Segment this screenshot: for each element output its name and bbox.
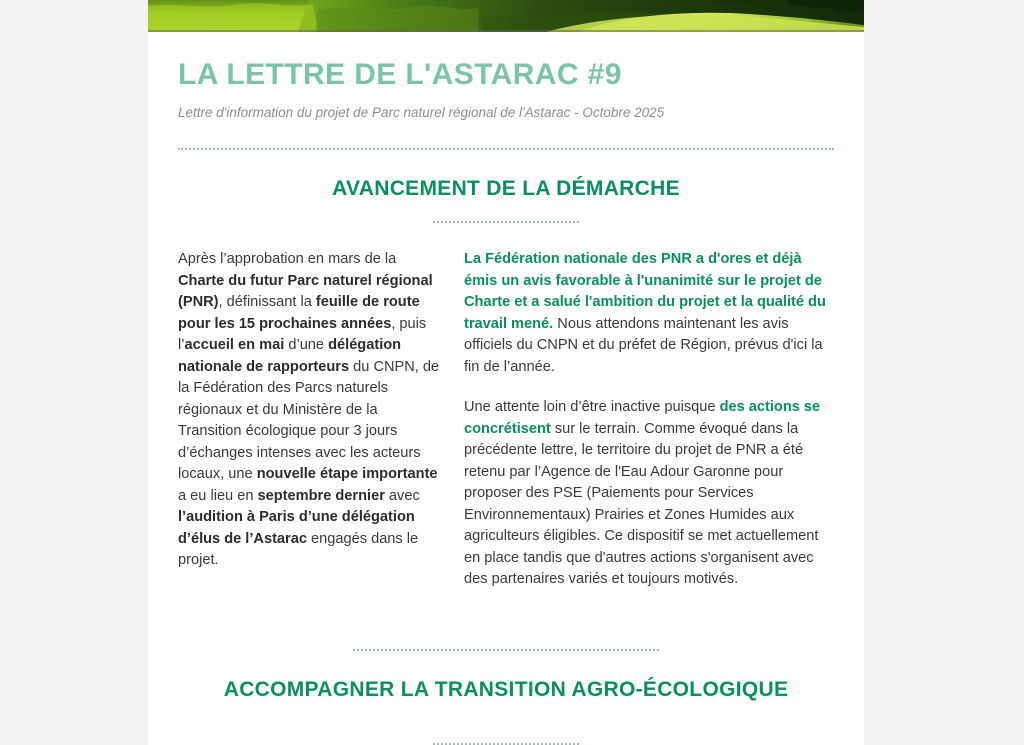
dotted-divider-full <box>178 148 834 150</box>
page-subtitle: Lettre d'information du projet de Parc naturel régional de l'Astarac - Octobre 2025 <box>178 105 665 120</box>
left-column <box>178 249 440 572</box>
section-heading-avancement: AVANCEMENT DE LA DÉMARCHE <box>332 177 680 200</box>
divider-mid-wrap <box>148 649 864 651</box>
dotted-divider-short <box>433 221 579 223</box>
dotted-divider-mid <box>353 649 659 651</box>
section-two <box>148 649 864 745</box>
divider-short-wrap <box>148 202 864 223</box>
landscape-photo-icon <box>148 0 864 32</box>
left-column-paragraph: Après l’approbation en mars de la Charte du futur Parc naturel régional (PNR), définissant la feuille de route pour les 15 prochaines années, puis l’accueil en mai d’une délégation nationale de rapporteurs du CNPN, de la Fédération des Parcs naturels régionaux et du Ministère de la Transition écologique pour 3 jours d’échanges intenses avec les acteurs locaux, une nouvelle étape importante a eu lieu en septembre dernier avec l’audition à Paris d’une délégation d’élus de l’Astarac engagés dans le projet. <box>178 251 440 568</box>
newsletter-card <box>148 0 864 745</box>
page-title: LA LETTRE DE L'ASTARAC #9 <box>178 58 622 91</box>
divider-top-wrap <box>148 122 864 150</box>
section-heading-accompagner: ACCOMPAGNER LA TRANSITION AGRO-ÉCOLOGIQUE <box>223 677 789 701</box>
two-column-body <box>148 249 864 591</box>
banner-image <box>148 0 864 32</box>
header-block <box>148 32 864 122</box>
dotted-divider-short-2 <box>433 743 579 745</box>
right-column-paragraph-2: Une attente loin d’être inactive puisque des actions se concrétisent sur le terrain. Comme évoqué dans la précédente lettre, le territoire du projet de PNR a été retenu par l’Agence de l'Eau Adour Garonne pour proposer des PSE (Paiements pour Services Environnementaux) Prairies et Zones Humides aux agriculteurs éligibles. Ce dispositif se met actuellement en place tandis que d'autres actions s'organisent avec des partenaires variés et toujours motivés. <box>464 399 821 587</box>
divider-short2-wrap <box>148 724 864 745</box>
right-column <box>464 249 836 591</box>
right-column-paragraph-1: La Fédération nationale des PNR a d'ores et déjà émis un avis favorable à l'unanimité sur le projet de Charte et a salué l'ambition du projet et la qualité du travail mené. Nous attendons maintenant les avis officiels du CNPN et du préfet de Région, prévus d'ici la fin de l’année. <box>464 251 826 375</box>
